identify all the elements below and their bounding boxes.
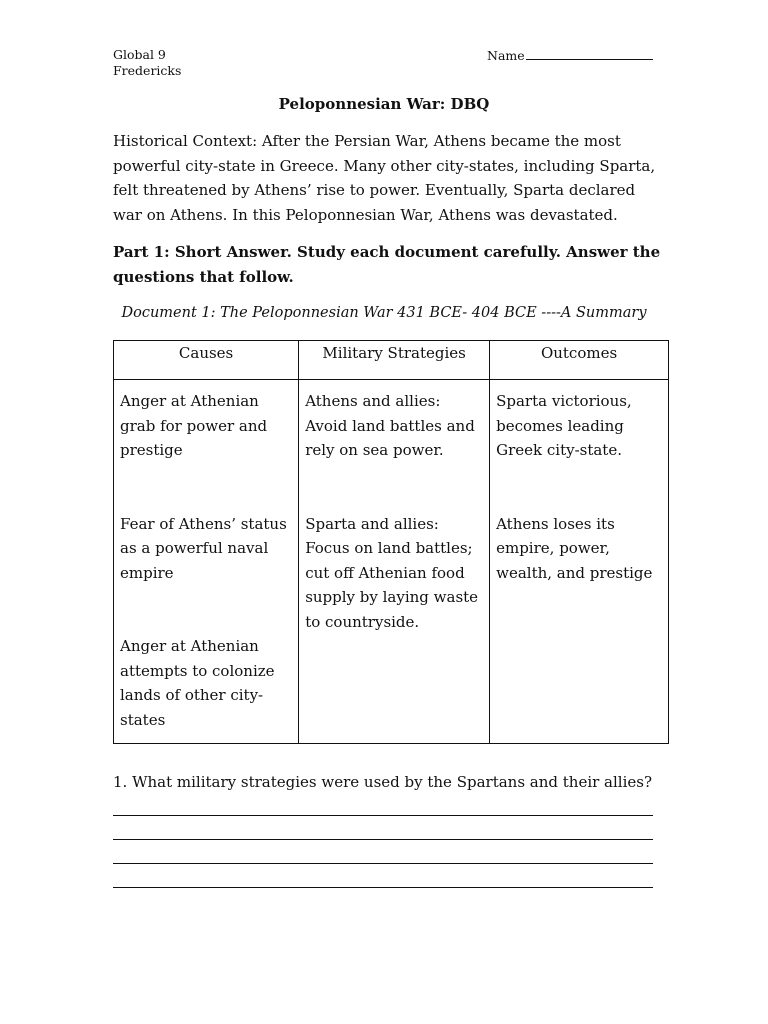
strategy-line: Avoid land battles and bbox=[305, 416, 475, 435]
outcomes-cell bbox=[490, 380, 669, 744]
cause-line: attempts to colonize bbox=[120, 661, 275, 680]
outcome-line: Athens loses its bbox=[496, 514, 615, 533]
context-line: felt threatened by Athens’ rise to power. Eventually, Sparta declared bbox=[113, 181, 636, 199]
cause-line: grab for power and bbox=[120, 416, 268, 435]
strategy-line: rely on sea power. bbox=[305, 441, 444, 459]
page-title: Peloponnesian War: DBQ bbox=[278, 95, 490, 113]
answer-line[interactable] bbox=[113, 887, 653, 888]
document-caption: Document 1: The Peloponnesian War 431 BCE- 404 BCE ----A Summary bbox=[121, 305, 647, 321]
name-label: Name bbox=[487, 48, 525, 63]
strategy-item bbox=[305, 389, 483, 463]
header-outcomes: Outcomes bbox=[490, 341, 669, 380]
historical-context bbox=[113, 129, 673, 227]
strategy-line: supply by laying waste bbox=[305, 588, 479, 606]
course-name: Global 9 bbox=[113, 47, 166, 62]
outcome-line: wealth, and prestige bbox=[496, 563, 653, 582]
outcome-item bbox=[496, 512, 662, 586]
cause-item bbox=[120, 512, 292, 586]
cause-item bbox=[120, 634, 292, 732]
cause-line: as a powerful naval bbox=[120, 539, 269, 557]
question-1: 1. What military strategies were used by the Spartans and their allies? bbox=[113, 773, 653, 791]
answer-line[interactable] bbox=[113, 815, 653, 816]
summary-table bbox=[113, 340, 669, 744]
cause-line: states bbox=[120, 710, 166, 729]
causes-cell bbox=[114, 380, 299, 744]
table-header-row bbox=[114, 341, 669, 380]
cause-line: prestige bbox=[120, 441, 183, 459]
instruction-line: questions that follow. bbox=[113, 268, 294, 286]
cause-line: Anger at Athenian bbox=[120, 392, 259, 410]
course-info bbox=[113, 47, 181, 79]
cause-line: empire bbox=[120, 563, 174, 582]
strategy-line: Focus on land battles; bbox=[305, 539, 473, 557]
header-military-strategies: Military Strategies bbox=[299, 341, 490, 380]
outcome-line: becomes leading bbox=[496, 416, 624, 435]
strategy-line: Sparta and allies: bbox=[305, 514, 439, 533]
cause-line: Anger at Athenian bbox=[120, 637, 259, 655]
strategies-cell bbox=[299, 380, 490, 744]
header-causes: Causes bbox=[114, 341, 299, 380]
cause-line: Fear of Athens’ status bbox=[120, 514, 287, 533]
strategy-line: to countryside. bbox=[305, 612, 420, 631]
outcome-line: Sparta victorious, bbox=[496, 392, 632, 410]
context-line: Historical Context: After the Persian War, Athens became the most bbox=[113, 132, 621, 150]
name-field[interactable] bbox=[487, 47, 653, 64]
answer-line[interactable] bbox=[113, 839, 653, 840]
instruction-line: Part 1: Short Answer. Study each document carefully. Answer the bbox=[113, 243, 661, 261]
part1-instructions bbox=[113, 240, 673, 290]
cause-line: lands of other city- bbox=[120, 686, 264, 704]
table-row bbox=[114, 380, 669, 744]
cause-item bbox=[120, 389, 292, 463]
outcome-item bbox=[496, 389, 662, 463]
context-line: war on Athens. In this Peloponnesian War, Athens was devastated. bbox=[113, 205, 618, 224]
outcome-line: empire, power, bbox=[496, 539, 610, 557]
teacher-name: Fredericks bbox=[113, 63, 182, 78]
answer-line[interactable] bbox=[113, 863, 653, 864]
outcome-line: Greek city-state. bbox=[496, 441, 622, 459]
name-blank-line[interactable] bbox=[526, 47, 653, 60]
strategy-item bbox=[305, 512, 483, 635]
strategy-line: Athens and allies: bbox=[305, 392, 441, 410]
strategy-line: cut off Athenian food bbox=[305, 563, 465, 582]
context-line: powerful city-state in Greece. Many other city-states, including Sparta, bbox=[113, 156, 656, 175]
